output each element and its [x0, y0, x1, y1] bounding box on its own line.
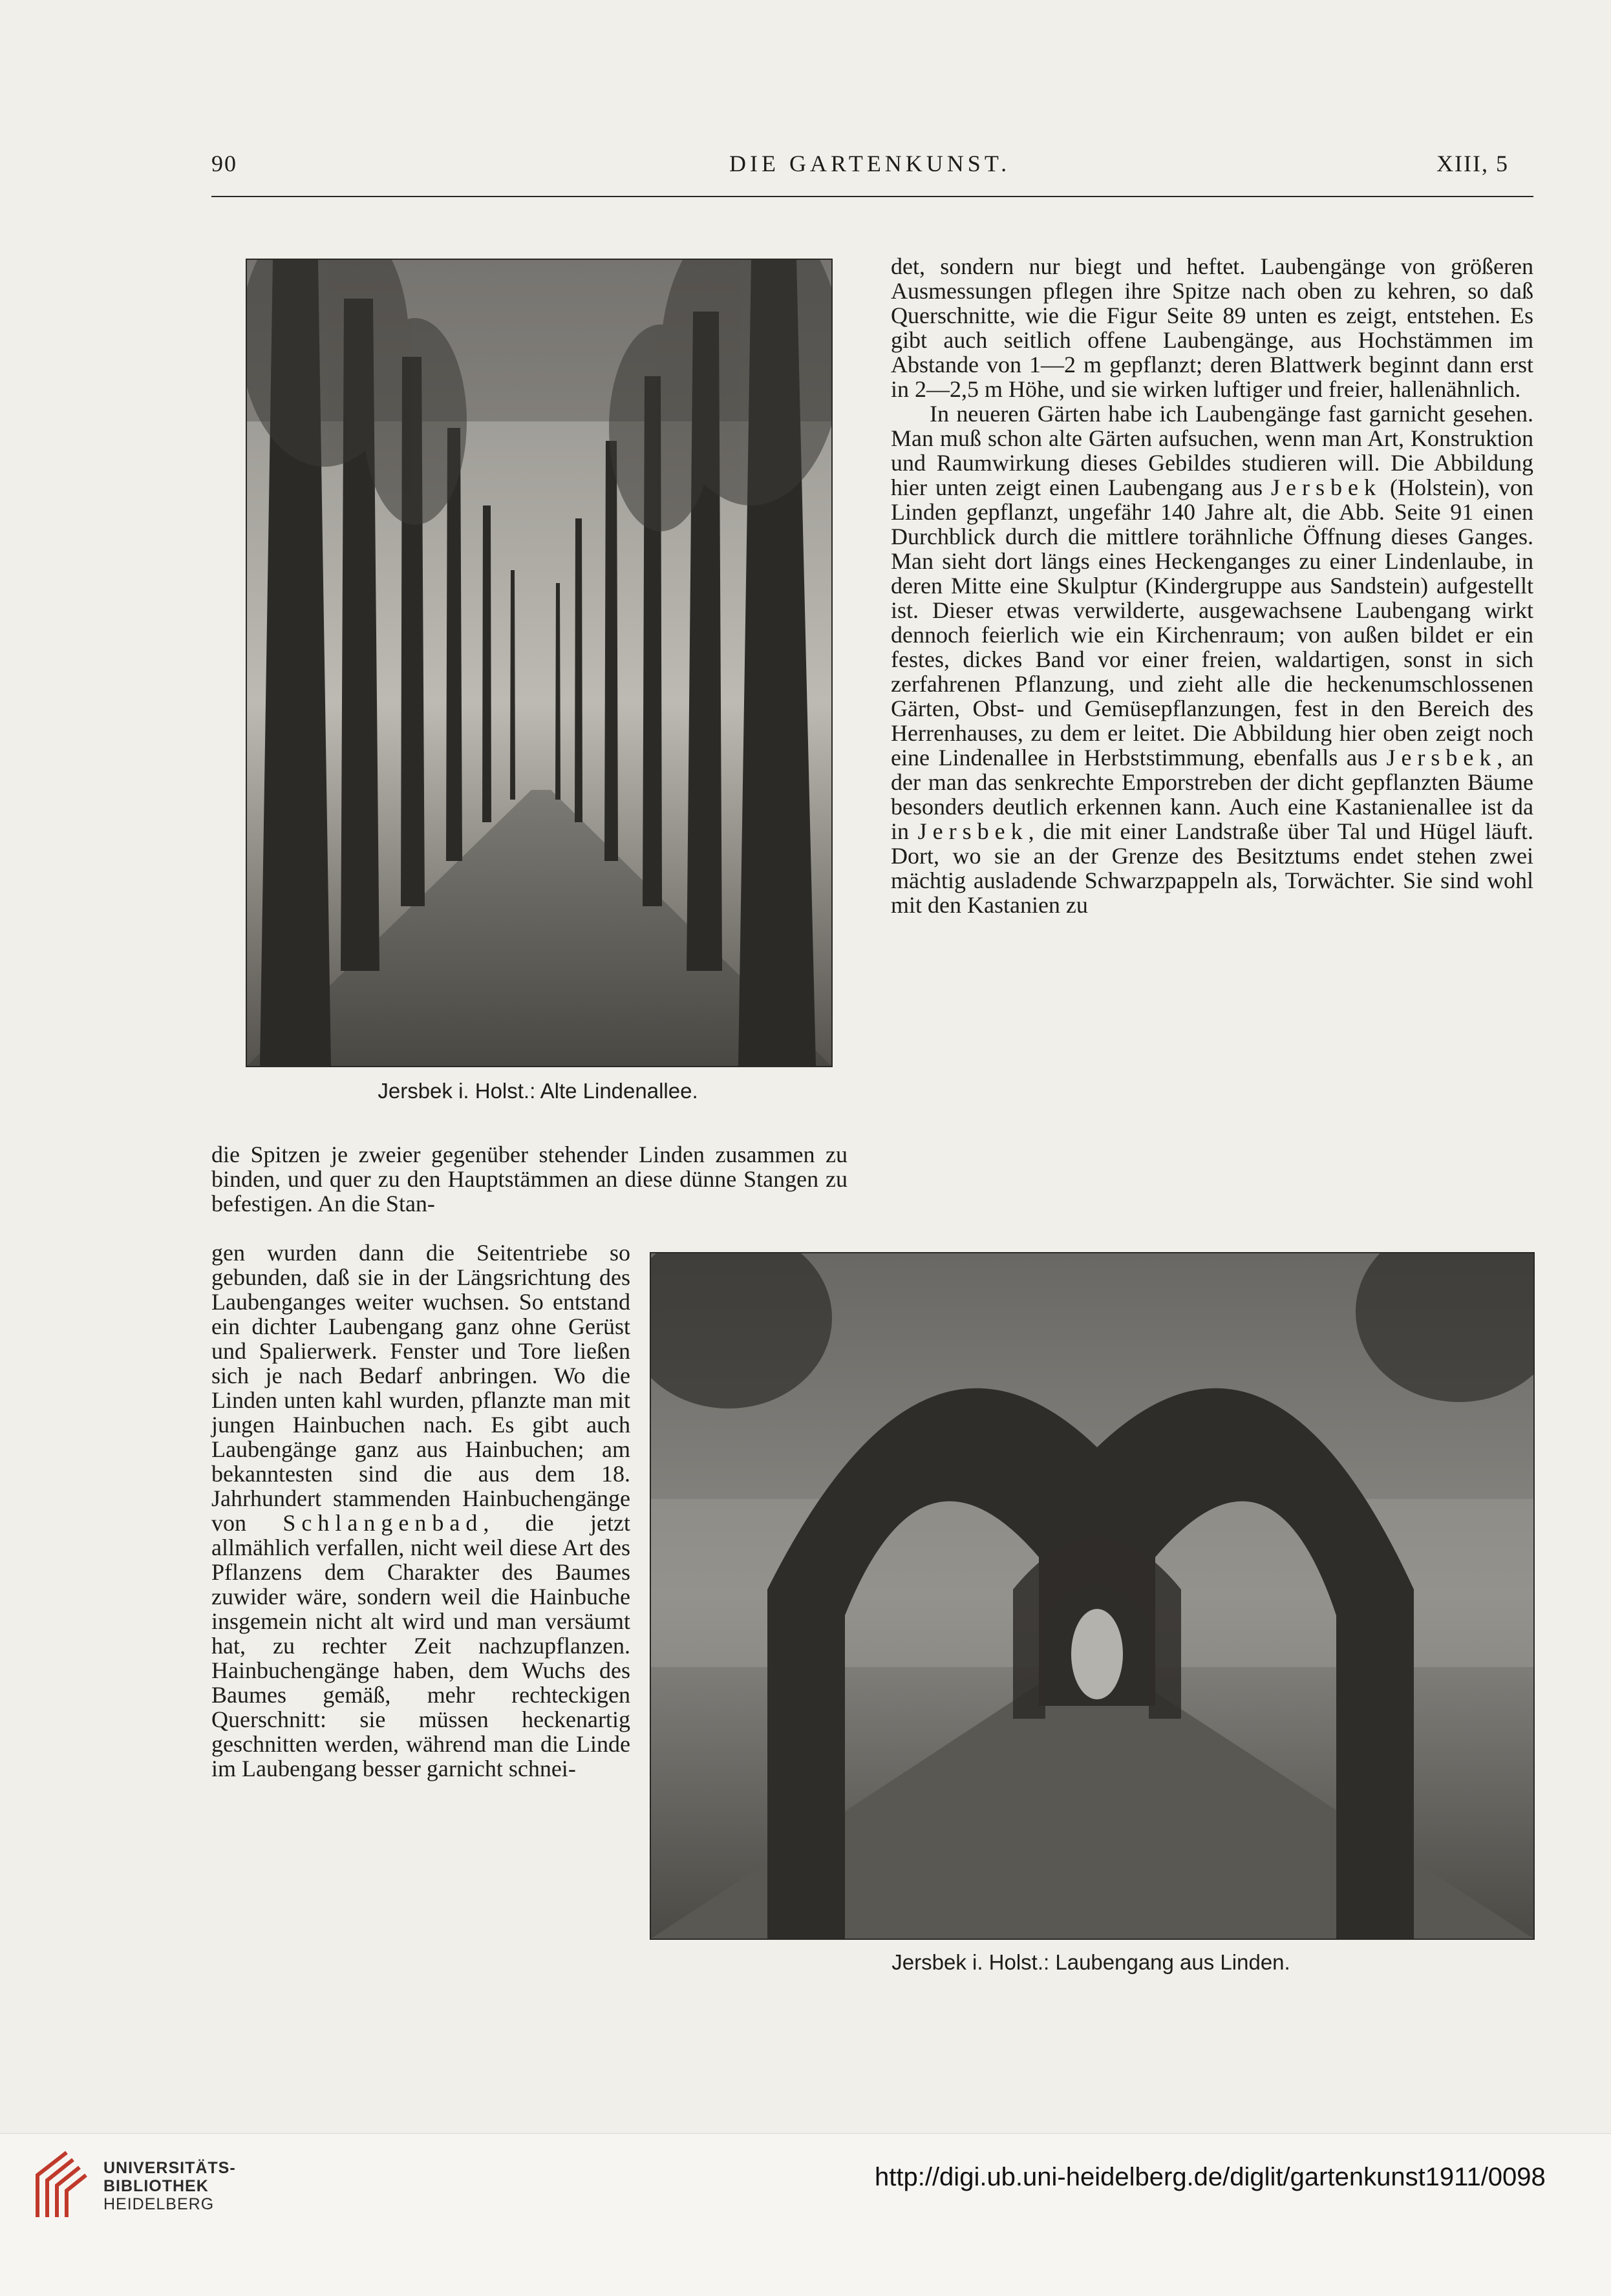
- paragraph: [891, 401, 1533, 917]
- place-name-schlangenbad: Schlangenbad: [283, 1510, 484, 1536]
- text-span: In neueren Gärten habe ich Laubengänge fast garnicht gesehen. Man muß schon alte Gärten aufsuchen, wenn man Art, Konstruktion und Raumwirkung dieses Gebildes studieren will. Die Abbildung hier unten zeigt einen Laubengang aus: [891, 401, 1533, 500]
- arbour-photo: [650, 1252, 1535, 1940]
- text-span: , an der man das senkrechte Emporstreben der dicht gepflanzten Bäume besonders deutlich erkennen kann. Auch eine Kastanienallee ist da in: [891, 745, 1533, 844]
- library-logo-icon: [31, 2149, 96, 2220]
- right-column-text: [891, 254, 1533, 917]
- issue-number: XIII, 5: [1436, 151, 1509, 176]
- left-column-mid-text: die Spitzen je zweier gegenüber stehender Linden zusammen zu binden, und quer zu den Hauptstämmen an diese dünne Stangen zu befestigen. An die Stan-: [211, 1142, 848, 1217]
- text-span: gen wurden dann die Seitentriebe so gebunden, daß sie in der Längsrichtung des Laubenganges weiter wuchsen. So entstand ein dichter Laubengang ganz ohne Gerüst und Spalierwerk. Fenster und Tore ließen sich je nach Bedarf anbringen. Wo die Linden unten kahl wurden, pflanzte man mit jungen Hainbuchen nach. Es gibt auch Laubengänge ganz aus Hainbuchen; am bekanntesten sind die aus dem 18. Jahrhundert stammenden Hainbuchengänge von: [211, 1240, 630, 1536]
- arbour-illustration: [651, 1253, 1533, 1939]
- library-line: UNIVERSITÄTS-: [103, 2159, 236, 2177]
- figure-1-caption: Jersbek i. Holst.: Alte Lindenallee.: [378, 1079, 698, 1103]
- figure-2-caption: Jersbek i. Holst.: Laubengang aus Linden.: [891, 1950, 1290, 1974]
- text-span: (Holstein), von Linden gepflanzt, ungefähr 140 Jahre alt, die Abb. Seite 91 einen Durchblick durch die mittlere torähnliche Öffnung dieses Ganges. Man sieht dort längs eines Heckenganges zu einer Lindenlaube, in deren Mitte eine Skulptur (Kindergruppe aus Sandstein) aufgestellt ist. Dieser etwas verwilderte, ausgewachsene Laubengang wirkt dennoch feierlich wie ein Kirchenraum; von außen bildet er ein festes, dickes Band vor einer freien, waldartigen, sonst in sich zerfahrenen Pflanzung, und zieht alle die heckenumschlossenen Gärten, Obst- und Gemüsepflanzungen, fest in den Bereich des Herrenhauses, zu dem er leitet. Die Abbildung hier oben zeigt noch eine Lindenallee in Herbststimmung, ebenfalls aus: [891, 474, 1534, 771]
- linden-avenue-photo: [246, 259, 833, 1067]
- library-line: BIBLIOTHEK: [103, 2177, 209, 2195]
- library-line: HEIDELBERG: [103, 2195, 215, 2213]
- library-name: [103, 2159, 236, 2213]
- place-name-jersbek: Jersbek: [917, 818, 1029, 844]
- header-rule: [211, 196, 1533, 197]
- left-column-bottom-text: [211, 1240, 630, 1781]
- place-name-jersbek: Jersbek: [1271, 474, 1382, 500]
- paragraph: det, sondern nur biegt und heftet. Laubengänge von größeren Ausmessungen pflegen ihre Spitze nach oben zu kehren, so daß Querschnitte, wie die Figur Seite 89 unten es zeigt, entstehen. Es gibt auch seitlich offene Laubengänge, aus Hochstämmen im Abstande von 1—2 m gepflanzt; deren Blattwerk beginnt dann erst in 2—2,5 m Höhe, und sie wirken luftiger und freier, hallenähnlich.: [891, 253, 1533, 402]
- running-title: DIE GARTENKUNST.: [729, 151, 1011, 176]
- source-url-link[interactable]: http://digi.ub.uni-heidelberg.de/diglit/gartenkunst1911/0098: [875, 2163, 1546, 2191]
- place-name-jersbek: Jersbek: [1386, 745, 1497, 771]
- text-span: , die mit einer Landstraße über Tal und Hügel läuft. Dort, wo sie an der Grenze des Besitztums endet stehen zwei mächtig ausladende Schwarzpappeln als, Torwächter. Sie sind wohl mit den Kastanien zu: [891, 818, 1534, 918]
- text-span: , die jetzt allmählich verfallen, nicht weil diese Art des Pflanzens dem Charakter des Baumes zuwider wäre, sondern weil die Hainbuche insgemein nicht alt wird und man versäumt hat, zu rechter Zeit nachzupflanzen. Hainbuchengänge haben, dem Wuchs des Baumes gemäß, mehr rechteckigen Querschnitt: sie müssen heckenartig geschnitten werden, während man die Linde im Laubengang besser garnicht schnei-: [211, 1510, 630, 1781]
- linden-avenue-illustration: [247, 260, 831, 1066]
- footer-bar: [0, 2133, 1611, 2296]
- page-number: 90: [211, 151, 237, 176]
